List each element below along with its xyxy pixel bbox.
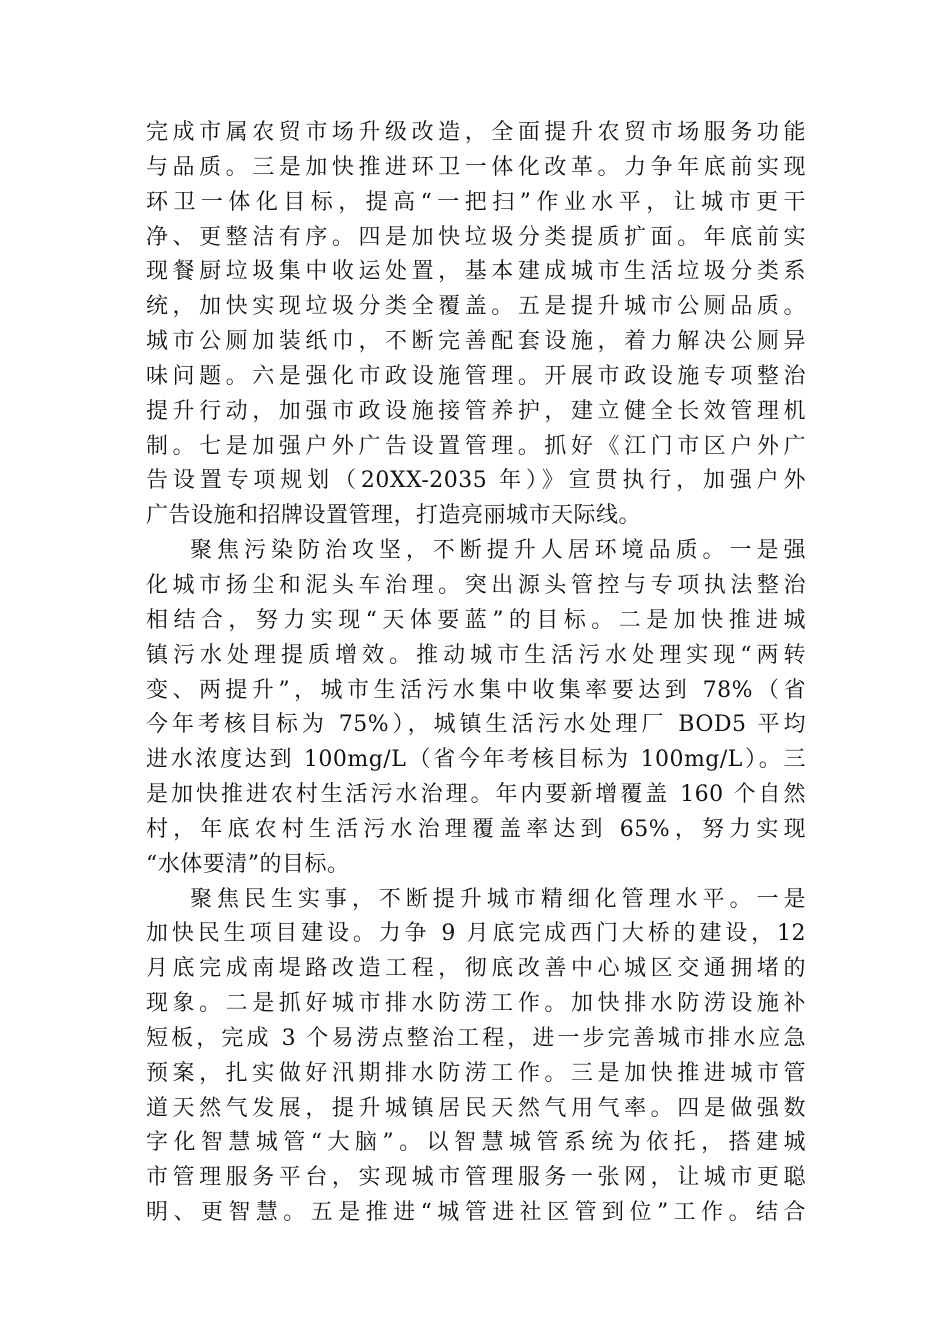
text-line: “水体要清”的目标。 <box>146 851 350 877</box>
text-line: 现餐厨垃圾集中收运处置，基本建成城市生活垃圾分类系 <box>146 259 806 285</box>
text-line: 味问题。六是强化市政设施管理。开展市政设施专项整治 <box>146 363 806 389</box>
text-line: 字化智慧城管“大脑”。以智慧城管系统为依托，搭建城 <box>146 1130 806 1156</box>
text-line: 化城市扬尘和泥头车治理。突出源头管控与专项执法整治 <box>146 572 806 598</box>
text-line: 净、更整洁有序。四是加快垃圾分类提质扩面。年底前实 <box>146 224 806 250</box>
paragraph-livelihood <box>146 883 806 1231</box>
text-line: 村，年底农村生活污水治理覆盖率达到 65%，努力实现 <box>146 816 806 842</box>
text-line: 是加快推进农村生活污水治理。年内要新增覆盖 160 个自然 <box>146 782 806 808</box>
document-body <box>146 116 806 1231</box>
text-line: 今年考核目标为 75%），城镇生活污水处理厂 BOD5 平均 <box>146 712 806 738</box>
text-line: 加快民生项目建设。力争 9 月底完成西门大桥的建设，12 <box>146 921 806 947</box>
paragraph-city-management <box>146 116 806 534</box>
text-line: 短板，完成 3 个易涝点整治工程，进一步完善城市排水应急 <box>146 1025 806 1051</box>
text-line: 广告设施和招牌设置管理，打造亮丽城市天际线。 <box>146 503 642 529</box>
text-line: 市管理服务平台，实现城市管理服务一张网，让城市更聪 <box>146 1165 806 1191</box>
text-line: 与品质。三是加快推进环卫一体化改革。力争年底前实现 <box>146 154 806 180</box>
text-line: 现象。二是抓好城市排水防涝工作。加快排水防涝设施补 <box>146 991 806 1017</box>
paragraph-pollution-control <box>146 534 806 882</box>
text-line: 月底完成南堤路改造工程，彻底改善中心城区交通拥堵的 <box>146 956 806 982</box>
text-line: 相结合，努力实现“天体要蓝”的目标。二是加快推进城 <box>146 607 806 633</box>
text-line: 提升行动，加强市政设施接管养护，建立健全长效管理机 <box>146 398 806 424</box>
text-line: 变、两提升”，城市生活污水集中收集率要达到 78%（省 <box>146 677 806 703</box>
text-line: 聚焦民生实事，不断提升城市精细化管理水平。一是 <box>190 886 806 912</box>
text-line: 预案，扎实做好汛期排水防涝工作。三是加快推进城市管 <box>146 1060 806 1086</box>
text-line: 聚焦污染防治攻坚，不断提升人居环境品质。一是强 <box>190 538 806 564</box>
text-line: 城市公厕加装纸巾，不断完善配套设施，着力解决公厕异 <box>146 329 806 355</box>
text-line: 道天然气发展，提升城镇居民天然气用气率。四是做强数 <box>146 1095 806 1121</box>
text-line: 镇污水处理提质增效。推动城市生活污水处理实现“两转 <box>146 642 806 668</box>
text-line: 进水浓度达到 100mg/L（省今年考核目标为 100mg/L）。三 <box>146 747 806 773</box>
text-line: 统，加快实现垃圾分类全覆盖。五是提升城市公厕品质。 <box>146 294 806 320</box>
text-line: 明、更智慧。五是推进“城管进社区管到位”工作。结合 <box>146 1200 806 1226</box>
text-line: 制。七是加强户外广告设置管理。抓好《江门市区户外广 <box>146 433 806 459</box>
text-line: 完成市属农贸市场升级改造，全面提升农贸市场服务功能 <box>146 120 806 145</box>
text-line: 环卫一体化目标，提高“一把扫”作业水平，让城市更干 <box>146 189 806 215</box>
text-line: 告设置专项规划（20XX-2035 年）》宣贯执行，加强户外 <box>146 468 806 494</box>
